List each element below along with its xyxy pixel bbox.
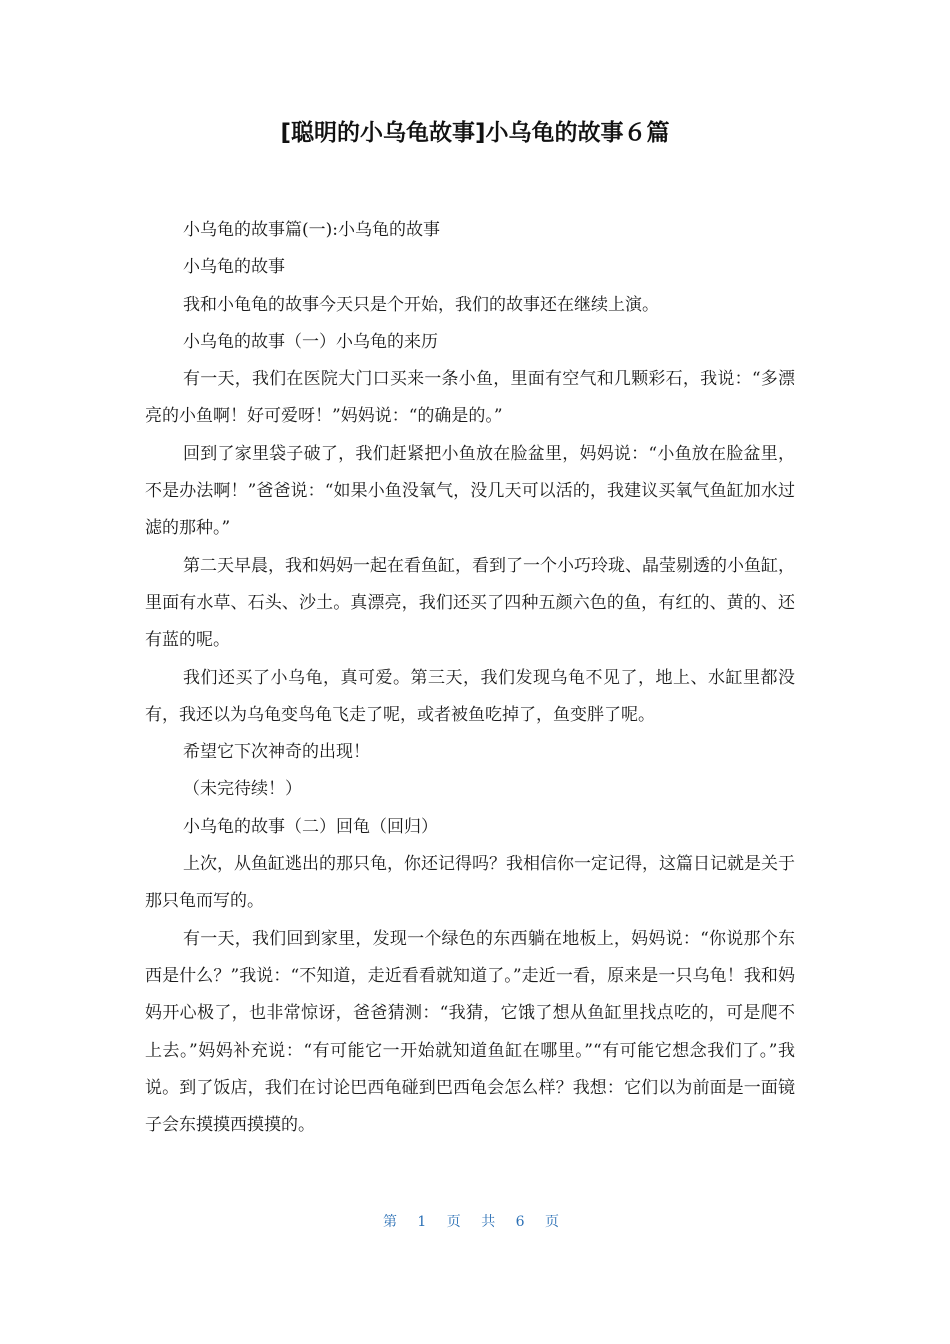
paragraph: 有一天，我们在医院大门口买来一条小鱼，里面有空气和几颗彩石，我说：“多漂亮的小鱼啊！好可爱呀！”妈妈说：“的确是的。” <box>145 369 795 427</box>
paragraph: 小乌龟的故事 <box>183 257 285 278</box>
paragraph: 我们还买了小乌龟，真可爱。第三天，我们发现乌龟不见了，地上、水缸里都没有，我还以为乌龟变鸟龟飞走了呢，或者被鱼吃掉了，鱼变胖了呢。 <box>145 667 795 725</box>
document-body <box>145 212 795 1144</box>
paragraph: 我和小龟龟的故事今天只是个开始，我们的故事还在继续上演。 <box>183 294 659 315</box>
page-footer: 第 1 页 共 6 页 <box>382 1214 568 1230</box>
paragraph: （未完待续！） <box>183 779 302 800</box>
paragraph: 小乌龟的故事（一）小乌龟的来历 <box>183 331 438 352</box>
paragraph: 希望它下次神奇的出现！ <box>183 742 370 763</box>
paragraph: 第二天早晨，我和妈妈一起在看鱼缸，看到了一个小巧玲珑、晶莹剔透的小鱼缸，里面有水草、石头、沙土。真漂亮，我们还买了四种五颜六色的鱼，有红的、黄的、还有蓝的呢。 <box>145 555 795 651</box>
paragraph: 上次，从鱼缸逃出的那只龟，你还记得吗？我相信你一定记得，这篇日记就是关于那只龟而写的。 <box>145 854 795 912</box>
document-title: [聪明的小乌龟故事]小乌龟的故事６篇 <box>280 120 670 146</box>
paragraph: 回到了家里袋子破了，我们赶紧把小鱼放在脸盆里，妈妈说：“小鱼放在脸盆里，不是办法啊！”爸爸说：“如果小鱼没氧气，没几天可以活的，我建议买氧气鱼缸加水过滤的那种。” <box>145 443 795 539</box>
paragraph: 小乌龟的故事（二）回龟（回归） <box>183 816 438 837</box>
paragraph: 小乌龟的故事篇(一):小乌龟的故事 <box>183 220 440 240</box>
paragraph: 有一天，我们回到家里，发现一个绿色的东西躺在地板上，妈妈说：“你说那个东西是什么？”我说：“不知道，走近看看就知道了。”走近一看，原来是一只乌龟！我和妈妈开心极了，也非常惊讶，爸爸猜测：“我猜，它饿了想从鱼缸里找点吃的，可是爬不上去。”妈妈补充说：“有可能它一开始就知道鱼缸在哪里。”“有可能它想念我们了。”我说。到了饭店，我们在讨论巴西龟碰到巴西龟会怎么样？我想：它们以为前面是一面镜子会东摸摸西摸摸的。 <box>145 928 795 1136</box>
